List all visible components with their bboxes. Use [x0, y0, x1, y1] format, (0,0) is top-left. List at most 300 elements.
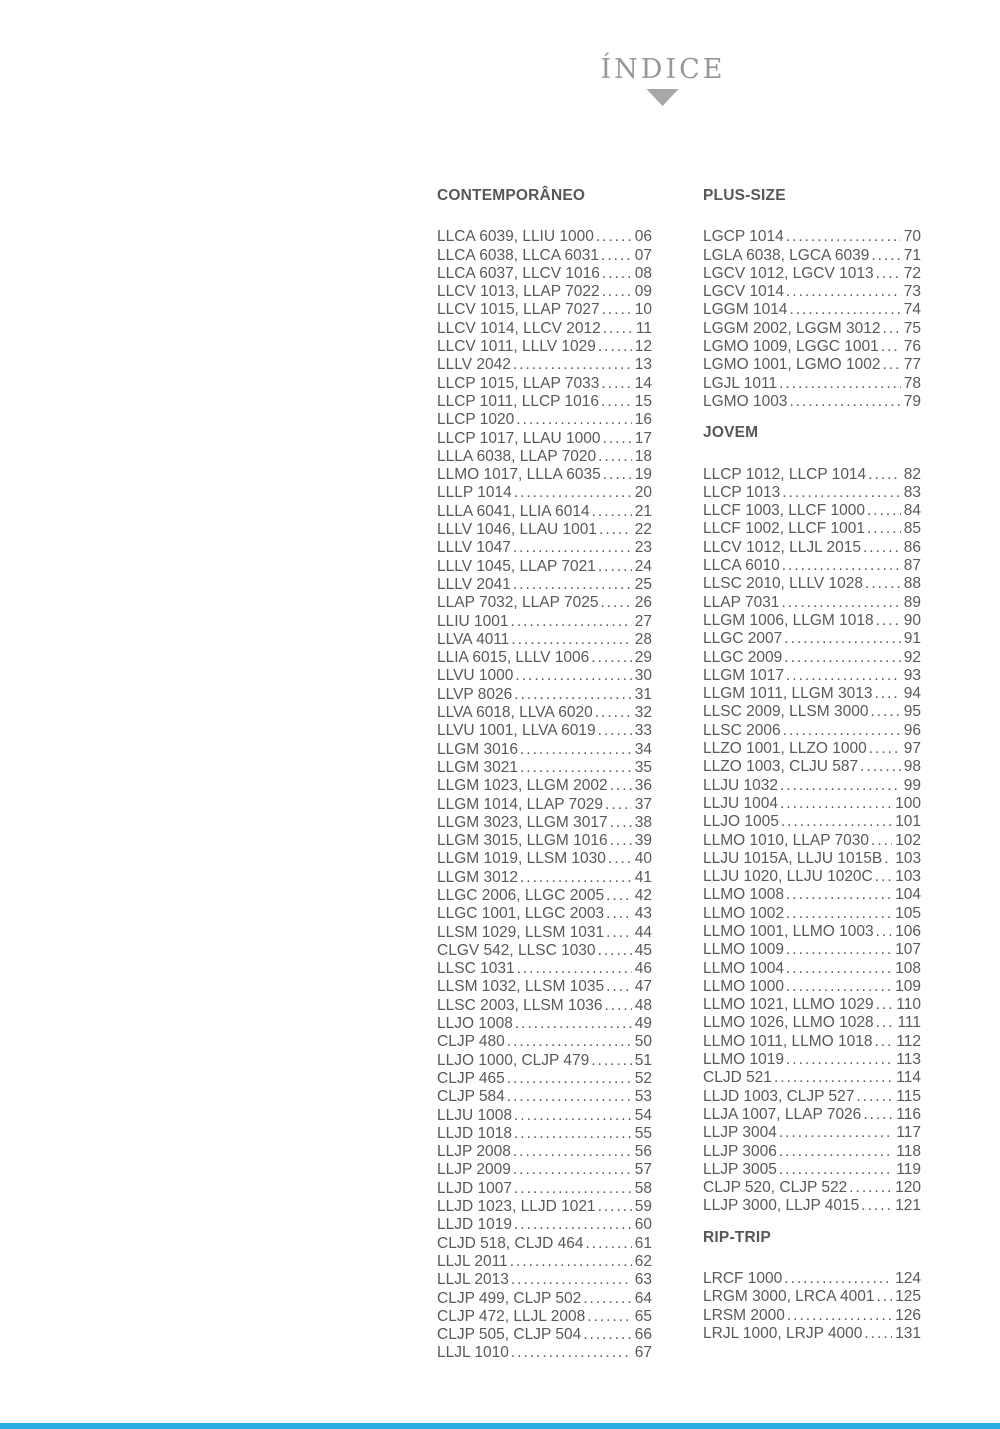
index-entry	[703, 960, 921, 978]
entry-label: CLJP 584	[437, 1088, 505, 1106]
dot-leader	[876, 923, 893, 941]
index-entry	[703, 1197, 921, 1215]
entry-page-number: 51	[634, 1051, 652, 1069]
entry-page-number: 30	[634, 667, 652, 685]
index-entry	[437, 960, 652, 978]
index-entry	[437, 1216, 652, 1234]
index-entry	[437, 1125, 652, 1143]
entry-label: LLJP 3000, LLJP 4015	[703, 1197, 860, 1215]
entry-page-number: 101	[895, 813, 921, 831]
index-entry	[703, 813, 921, 831]
entry-label: LLGM 1019, LLSM 1030	[437, 850, 606, 868]
index-entry	[703, 1179, 921, 1197]
dot-leader	[513, 539, 632, 557]
entry-label: LLJO 1000, CLJP 479	[437, 1051, 590, 1069]
dot-leader	[606, 978, 632, 996]
index-entry	[437, 1052, 652, 1070]
entry-page-number: 88	[903, 575, 921, 593]
entry-label: LGJL 1011	[703, 374, 778, 392]
entry-page-number: 97	[903, 740, 921, 758]
entry-label: LLCA 6037, LLCV 1016	[437, 264, 600, 282]
entry-label: LLCP 1020	[437, 411, 515, 429]
index-entry	[703, 612, 921, 630]
index-entry	[437, 594, 652, 612]
entry-page-number: 62	[634, 1252, 652, 1270]
entry-label: LLMO 1010, LLAP 7030	[703, 831, 870, 849]
entry-label: LLSC 2009, LLSM 3000	[703, 703, 869, 721]
entry-label: LLJD 1023, LLJD 1021	[437, 1198, 596, 1216]
index-entry	[703, 905, 921, 923]
entry-page-number: 131	[895, 1324, 921, 1342]
entry-page-number: 90	[903, 611, 921, 629]
entry-label: LRSM 2000	[703, 1306, 785, 1324]
entry-label: CLJP 472, LLJL 2008	[437, 1307, 586, 1325]
entry-label: LGCP 1014	[703, 228, 784, 246]
index-entry	[703, 758, 921, 776]
entry-page-number: 24	[634, 557, 652, 575]
dot-leader	[602, 283, 632, 301]
entry-label: LLJO 1005	[703, 813, 779, 831]
entry-page-number: 85	[903, 520, 921, 538]
entry-page-number: 75	[903, 319, 921, 337]
index-entry	[703, 301, 921, 319]
index-entry	[437, 1198, 652, 1216]
entry-page-number: 29	[634, 649, 652, 667]
entry-page-number: 38	[634, 813, 652, 831]
entry-page-number: 15	[634, 392, 652, 410]
entry-page-number: 105	[895, 904, 921, 922]
entry-page-number: 77	[903, 356, 921, 374]
entry-label: LLAP 7031	[703, 593, 780, 611]
entry-page-number: 111	[897, 1014, 921, 1032]
entry-page-number: 99	[903, 776, 921, 794]
dot-leader	[876, 265, 901, 283]
index-entry	[703, 1014, 921, 1032]
index-entry	[437, 850, 652, 868]
entry-label: LLCV 1015, LLAP 7027	[437, 301, 600, 319]
entry-page-number: 93	[903, 666, 921, 684]
dot-leader	[870, 703, 900, 721]
dot-leader	[779, 1143, 893, 1161]
index-entry	[437, 283, 652, 301]
entry-label: LLAP 7032, LLAP 7025	[437, 594, 599, 612]
dot-leader	[591, 649, 631, 667]
index-column-left	[437, 187, 652, 1363]
index-entry	[437, 301, 652, 319]
entry-label: LLJU 1004	[703, 794, 778, 812]
dot-leader	[781, 813, 892, 831]
index-entry	[703, 265, 921, 283]
entry-page-number: 87	[903, 557, 921, 575]
entry-label: LGGM 1014	[703, 301, 788, 319]
dot-leader	[514, 1180, 632, 1198]
index-entry	[703, 228, 921, 246]
entry-page-number: 13	[634, 356, 652, 374]
index-entry	[703, 868, 921, 886]
dot-leader	[774, 1069, 893, 1087]
index-entry	[437, 649, 652, 667]
index-entry	[437, 905, 652, 923]
index-entry	[437, 1180, 652, 1198]
index-entry	[437, 411, 652, 429]
dot-leader	[507, 1033, 632, 1051]
index-entry	[703, 850, 921, 868]
dot-leader	[507, 1070, 632, 1088]
dot-leader	[511, 631, 631, 649]
index-entry	[437, 1271, 652, 1289]
index-entry	[437, 466, 652, 484]
entry-label: LLLV 2042	[437, 356, 511, 374]
dot-leader	[865, 575, 901, 593]
entry-page-number: 118	[896, 1142, 921, 1160]
dot-leader	[511, 613, 632, 631]
entry-page-number: 64	[634, 1289, 652, 1307]
entry-label: LLJU 1008	[437, 1106, 512, 1124]
entry-page-number: 102	[895, 831, 921, 849]
entry-page-number: 112	[896, 1032, 921, 1050]
entry-page-number: 22	[634, 521, 652, 539]
index-entry	[703, 722, 921, 740]
index-entry	[437, 1344, 652, 1362]
dot-leader	[881, 338, 901, 356]
dot-leader	[779, 1124, 893, 1142]
entry-page-number: 116	[896, 1105, 921, 1123]
entry-label: LLCV 1012, LLJL 2015	[703, 538, 861, 556]
dot-leader	[876, 612, 901, 630]
index-entry	[703, 283, 921, 301]
section-heading: PLUS-SIZE	[703, 187, 786, 204]
index-entry	[437, 558, 652, 576]
entry-page-number: 73	[903, 283, 921, 301]
index-entry	[437, 1290, 652, 1308]
entry-page-number: 42	[634, 886, 652, 904]
index-entry	[703, 740, 921, 758]
entry-label: LLJP 3004	[703, 1124, 777, 1142]
entry-label: LLJD 1003, CLJP 527	[703, 1087, 855, 1105]
dot-leader	[874, 685, 900, 703]
entry-page-number: 94	[903, 685, 921, 703]
entry-page-number: 54	[634, 1106, 652, 1124]
index-entry	[437, 832, 652, 850]
index-entry	[703, 832, 921, 850]
entry-label: LLCF 1003, LLCF 1000	[703, 502, 865, 520]
index-entry	[703, 375, 921, 393]
entry-label: LLSM 1032, LLSM 1035	[437, 978, 605, 996]
entry-page-number: 39	[634, 832, 652, 850]
dot-leader	[587, 1308, 632, 1326]
entry-label: LLZO 1003, CLJU 587	[703, 758, 859, 776]
entry-label: LLVU 1000	[437, 667, 514, 685]
dot-leader	[782, 557, 901, 575]
dot-leader	[867, 502, 901, 520]
entry-label: LGMO 1003	[703, 392, 788, 410]
entry-label: LLJA 1007, LLAP 7026	[703, 1105, 862, 1123]
index-entry	[703, 1307, 921, 1325]
index-entry	[703, 923, 921, 941]
entry-page-number: 70	[903, 228, 921, 246]
entry-page-number: 28	[634, 630, 652, 648]
entry-label: LLCV 1011, LLLV 1029	[437, 338, 596, 356]
index-entry	[437, 777, 652, 795]
index-entry	[437, 265, 652, 283]
index-entry	[437, 338, 652, 356]
dot-leader	[871, 247, 900, 265]
dot-leader	[596, 228, 632, 246]
index-entry	[437, 375, 652, 393]
entry-page-number: 119	[896, 1160, 921, 1178]
index-entry	[703, 1161, 921, 1179]
entry-label: LLLA 6041, LLIA 6014	[437, 502, 590, 520]
dot-leader	[864, 1325, 892, 1343]
dot-leader	[856, 1088, 893, 1106]
entry-label: LLMO 1000	[703, 977, 784, 995]
entry-page-number: 07	[634, 246, 652, 264]
entry-page-number: 33	[634, 722, 652, 740]
entry-label: LLCF 1002, LLCF 1001	[703, 520, 865, 538]
dot-leader	[592, 503, 632, 521]
dot-leader	[583, 1326, 632, 1344]
entry-page-number: 41	[634, 868, 652, 886]
entry-page-number: 40	[634, 850, 652, 868]
entry-page-number: 117	[896, 1124, 921, 1142]
dot-leader	[882, 356, 900, 374]
index-entry	[703, 1325, 921, 1343]
index-entry	[703, 466, 921, 484]
index-entry	[703, 539, 921, 557]
dot-leader	[602, 265, 632, 283]
dot-leader	[598, 722, 632, 740]
index-entry	[703, 795, 921, 813]
entry-label: LLIU 1001	[437, 612, 509, 630]
entry-label: LLGM 3015, LLGM 1016	[437, 832, 608, 850]
dot-leader	[779, 375, 901, 393]
entry-label: LLLV 2041	[437, 575, 511, 593]
entry-label: LLGM 1017	[703, 666, 784, 684]
entry-label: LLLV 1047	[437, 539, 511, 557]
entry-label: LLJD 1018	[437, 1124, 512, 1142]
index-entry	[437, 1161, 652, 1179]
entry-label: LLGM 3021	[437, 758, 518, 776]
index-entry	[437, 942, 652, 960]
entry-label: LLGM 3016	[437, 740, 518, 758]
entry-label: LLGM 3023, LLGM 3017	[437, 813, 608, 831]
entry-label: LLGM 1023, LLGM 2002	[437, 777, 608, 795]
entry-page-number: 45	[634, 941, 652, 959]
entry-label: LLJP 3006	[703, 1142, 777, 1160]
entry-page-number: 114	[896, 1069, 921, 1087]
entry-page-number: 17	[634, 429, 652, 447]
dot-leader	[601, 393, 632, 411]
entry-label: LLJD 1019	[437, 1216, 512, 1234]
entry-page-number: 19	[634, 466, 652, 484]
entry-label: LLVU 1001, LLVA 6019	[437, 722, 596, 740]
entry-label: LLJL 2011	[437, 1252, 508, 1270]
dot-leader	[606, 924, 632, 942]
bottom-accent-bar	[0, 1423, 1000, 1429]
entry-page-number: 66	[634, 1326, 652, 1344]
index-entry	[437, 814, 652, 832]
dot-leader	[882, 320, 900, 338]
entry-page-number: 86	[903, 538, 921, 556]
dot-leader	[515, 1015, 632, 1033]
dot-leader	[513, 576, 632, 594]
entry-page-number: 63	[634, 1271, 652, 1289]
dot-leader	[608, 850, 632, 868]
entry-page-number: 84	[903, 502, 921, 520]
dot-leader	[514, 686, 631, 704]
index-entry	[437, 356, 652, 374]
index-entry	[437, 1033, 652, 1051]
index-entry	[437, 1070, 652, 1088]
dot-leader	[849, 1179, 892, 1197]
dot-leader	[786, 960, 892, 978]
dot-leader	[783, 722, 901, 740]
entry-page-number: 53	[634, 1088, 652, 1106]
entry-label: LGMO 1001, LGMO 1002	[703, 356, 881, 374]
entry-label: LLGM 1014, LLAP 7029	[437, 795, 604, 813]
index-entry	[437, 1015, 652, 1033]
entry-page-number: 91	[903, 630, 921, 648]
entry-label: LLJL 1010	[437, 1344, 509, 1362]
entry-page-number: 31	[634, 685, 652, 703]
dot-leader	[604, 997, 631, 1015]
index-entry	[437, 631, 652, 649]
entry-page-number: 32	[634, 704, 652, 722]
dot-leader	[786, 886, 892, 904]
index-entry	[703, 1288, 921, 1306]
index-entry	[703, 667, 921, 685]
entry-page-number: 49	[634, 1015, 652, 1033]
index-section	[703, 1229, 921, 1343]
index-entry	[437, 228, 652, 246]
dot-leader	[511, 1344, 632, 1362]
page-title: ÍNDICE	[600, 54, 726, 85]
entry-label: LLGM 3012	[437, 868, 518, 886]
entry-page-number: 89	[903, 593, 921, 611]
index-entry	[437, 1235, 652, 1253]
entry-label: LLGC 2009	[703, 648, 783, 666]
entry-label: LLCA 6010	[703, 557, 780, 575]
index-entry	[437, 722, 652, 740]
entry-page-number: 16	[634, 411, 652, 429]
entry-page-number: 110	[896, 996, 921, 1014]
entry-label: LLGC 1001, LLGC 2003	[437, 905, 605, 923]
entry-page-number: 95	[903, 703, 921, 721]
entry-page-number: 72	[903, 264, 921, 282]
dot-leader	[884, 850, 892, 868]
index-entry	[437, 521, 652, 539]
entry-label: LLJO 1008	[437, 1015, 513, 1033]
dot-leader	[787, 1307, 892, 1325]
dot-leader	[510, 1253, 632, 1271]
dot-leader	[598, 338, 632, 356]
index-entry	[437, 1088, 652, 1106]
dot-leader	[598, 942, 632, 960]
index-entry	[703, 1270, 921, 1288]
dot-leader	[514, 1125, 632, 1143]
dot-leader	[780, 795, 892, 813]
dot-leader	[513, 356, 632, 374]
dot-leader	[789, 393, 900, 411]
dot-leader	[610, 814, 632, 832]
entry-label: LLVA 6018, LLVA 6020	[437, 704, 593, 722]
dot-leader	[603, 466, 632, 484]
dot-leader	[601, 375, 631, 393]
index-entry	[703, 1124, 921, 1142]
entry-page-number: 27	[634, 612, 652, 630]
entry-page-number: 121	[895, 1197, 921, 1215]
dot-leader	[515, 667, 631, 685]
index-entry	[437, 887, 652, 905]
dot-leader	[871, 832, 892, 850]
index-entry	[437, 704, 652, 722]
entry-page-number: 12	[634, 338, 652, 356]
dot-leader	[863, 1106, 893, 1124]
index-entry	[437, 1107, 652, 1125]
index-entry	[437, 576, 652, 594]
index-entry	[437, 978, 652, 996]
entry-label: LLLV 1045, LLAP 7021	[437, 557, 596, 575]
dot-leader	[583, 1290, 632, 1308]
entry-page-number: 107	[895, 941, 921, 959]
entry-label: LLCP 1012, LLCP 1014	[703, 465, 867, 483]
entry-label: LLSC 2006	[703, 721, 781, 739]
index-section	[437, 187, 652, 1363]
entry-page-number: 124	[895, 1270, 921, 1288]
entry-page-number: 06	[634, 228, 652, 246]
entry-label: LLJU 1015A, LLJU 1015B	[703, 849, 883, 867]
dot-leader	[514, 1107, 632, 1125]
entry-label: LLMO 1021, LLMO 1029	[703, 996, 874, 1014]
entry-page-number: 103	[895, 868, 921, 886]
index-entry	[703, 1069, 921, 1087]
entry-label: LLGC 2007	[703, 630, 783, 648]
index-columns	[437, 187, 921, 1363]
entry-label: LGCV 1014	[703, 283, 784, 301]
entry-page-number: 58	[634, 1179, 652, 1197]
entry-label: CLJD 521	[703, 1069, 772, 1087]
index-entry	[437, 667, 652, 685]
entry-page-number: 59	[634, 1198, 652, 1216]
entry-page-number: 71	[903, 246, 921, 264]
dot-leader	[599, 521, 632, 539]
entry-label: LGCV 1012, LGCV 1013	[703, 264, 874, 282]
entry-page-number: 36	[634, 777, 652, 795]
entry-label: CLJD 518, CLJD 464	[437, 1234, 584, 1252]
index-entry	[437, 924, 652, 942]
section-heading: JOVEM	[703, 424, 759, 442]
entry-page-number: 44	[634, 923, 652, 941]
index-section	[703, 187, 921, 411]
dot-leader	[513, 1161, 632, 1179]
page-header	[601, 54, 726, 106]
entry-label: LLJP 2009	[437, 1161, 511, 1179]
entry-page-number: 18	[634, 447, 652, 465]
entry-label: CLJP 520, CLJP 522	[703, 1179, 848, 1197]
entry-page-number: 60	[634, 1216, 652, 1234]
dot-leader	[520, 869, 632, 887]
entry-label: LLJU 1020, LLJU 1020C	[703, 868, 873, 886]
dot-leader	[598, 1198, 632, 1216]
index-entry	[703, 1143, 921, 1161]
dot-leader	[786, 228, 901, 246]
entry-page-number: 09	[634, 283, 652, 301]
index-entry	[703, 1033, 921, 1051]
entry-page-number: 104	[895, 886, 921, 904]
index-entry	[437, 613, 652, 631]
entry-page-number: 10	[634, 301, 652, 319]
entry-page-number: 08	[634, 264, 652, 282]
